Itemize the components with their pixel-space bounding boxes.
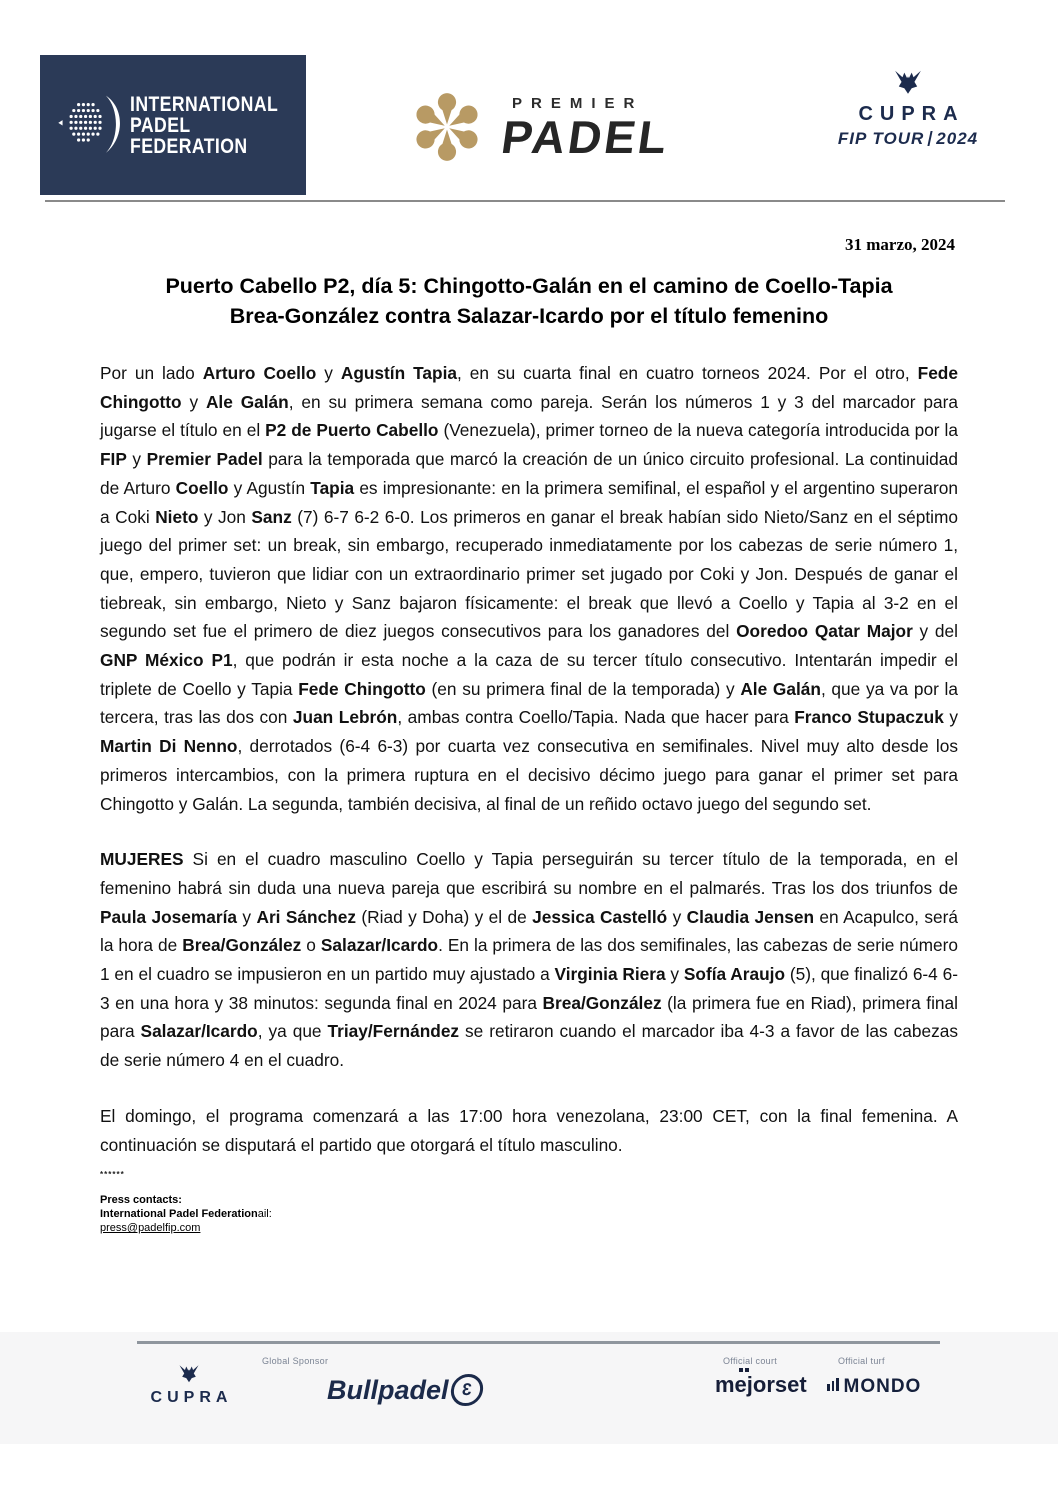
footer-cupra-logo — [139, 1360, 239, 1407]
ipf-logo — [40, 55, 306, 195]
footer-divider — [137, 1341, 940, 1344]
ipf-line-3: FEDERATION — [129, 134, 248, 158]
page-title — [0, 271, 1058, 331]
ipf-ball-icon — [54, 65, 124, 185]
header — [0, 0, 1058, 205]
mondo-wordmark: MONDO — [843, 1376, 922, 1397]
mondo-bars-icon — [827, 1378, 841, 1396]
paragraph-men: Por un lado Arturo Coello y Agustín Tapia, en su cuarta final en cuatro torneos 2024. Por el otro, Fede Chingotto y Ale Galán, en su primera semana como pareja. Serán los números 1 y 3 del marcador para jugarse el título en el P2 de Puerto Cabello (Venezuela), primer torneo de la nueva categoría introducida por la FIP y Premier Padel para la temporada que marcó la creación de un único circuito profesional. La continuidad de Arturo Coello y Agustín Tapia es impresionante: en la primera semifinal, el español y el argentino superaron a Coki Nieto y Jon Sanz (7) 6-7 6-2 6-0. Los primeros en ganar el break habían sido Nieto/Sanz en el séptimo juego del primer set: un break, sin embargo, recuperado inmediatamente por los cabezas de serie número 1, que, empero, tuvieron que lidiar con un extraordinario primer set jugado por Coki y Jon. Después de ganar el tiebreak, sin embargo, Nieto y Sanz bajaron físicamente: el break que llevó a Coello y Tapia al 3-2 en el segundo set fue el primero de diez juegos consecutivos para los ganadores del Ooredoo Qatar Major y del GNP México P1, que podrán ir esta noche a la caza de su tercer título consecutivo. Intentarán impedir el triplete de Coello y Tapia Fede Chingotto (en su primera final de la temporada) y Ale Galán, que ya va por la tercera, tras las dos con Juan Lebrón, ambas contra Coello/Tapia. Nada que hacer para Franco Stupaczuk y Martin Di Nenno, derrotados (6-4 6-3) por cuarta vez consecutiva en semifinales. Nivel muy alto desde los primeros intercambios, con la primera ruptura en el decisivo décimo juego para ganar el primer set para Chingotto y Galán. La segunda, también decisiva, al final de un reñido octavo juego del segundo set. — [100, 363, 959, 814]
sponsor-footer — [0, 1332, 1058, 1444]
footer-cupra-wordmark: CUPRA — [150, 1389, 233, 1406]
official-turf-label: Official turf — [838, 1356, 885, 1366]
official-court-label: Official court — [723, 1356, 778, 1366]
press-contacts — [100, 1193, 958, 1235]
premier-label: PREMIER — [512, 94, 644, 112]
ipf-line-2: PADEL — [129, 113, 191, 137]
press-org-suffix: ail: — [257, 1208, 272, 1221]
cupra-fip-tour-logo — [828, 64, 988, 149]
press-contacts-heading: Press contacts: — [100, 1194, 182, 1207]
fip-tour-divider — [928, 131, 933, 146]
header-divider — [45, 200, 1005, 202]
fip-tour-year: 2024 — [936, 129, 979, 148]
premier-padel-logo — [408, 88, 674, 166]
footnote-stars: ****** — [100, 1170, 125, 1180]
bullpadel-circle-icon: 3 — [449, 1374, 484, 1406]
mejorset-accent-icon — [739, 1368, 743, 1372]
paragraph-women: MUJERES Si en el cuadro masculino Coello y Tapia perseguirán su tercer título de la temporada, en el femenino habrá sin duda una nueva pareja que escribirá su nombre en el palmarés. Tras los dos triunfos de Paula Josemaría y Ari Sánchez (Riad y Doha) y el de Jessica Castelló y Claudia Jensen en Acapulco, será la hora de Brea/González o Salazar/Icardo. En la primera de las dos semifinales, las cabezas de serie número 1 en el cuadro se impusieron en un partido muy ajustado a Virginia Riera y Sofía Araujo (5), que finalizó 6-4 6-3 en una hora y 38 minutos: segunda final en 2024 para Brea/González (la primera fue en Riad), primera final para Salazar/Icardo, ya que Triay/Fernández se retiraron cuando el marcador iba 4-3 a favor de las cabezas de serie número 4 en el cuadro. — [100, 849, 959, 1071]
paragraph-schedule: El domingo, el programa comenzará a las 17:00 hora venezolana, 23:00 CET, con la final femenina. A continuación se disputará el partido que otorgará el título masculino. — [100, 1105, 958, 1155]
title-line-2: Brea-González contra Salazar-Icardo por el título femenino — [229, 304, 829, 328]
bullpadel-logo — [327, 1374, 483, 1406]
cupra-bull-icon — [885, 64, 931, 96]
fip-tour-2024-label — [828, 129, 988, 149]
press-org-name: International Padel Federation — [100, 1208, 258, 1221]
ipf-line-1: INTERNATIONAL — [129, 92, 278, 116]
article-body — [100, 359, 958, 1235]
title-line-1: Puerto Cabello P2, día 5: Chingotto-Galán en el camino de Coello-Tapia — [165, 274, 893, 298]
press-contacts-org — [100, 1207, 958, 1221]
ipf-logo-text — [130, 94, 278, 157]
cupra-wordmark: CUPRA — [858, 103, 965, 125]
padel-label: PADEL — [498, 110, 674, 163]
premier-padel-wordmark — [498, 94, 674, 163]
bullpadel-wordmark: Bullpadel — [327, 1374, 449, 1405]
global-sponsor-label: Global Sponsor — [262, 1356, 329, 1366]
mondo-logo — [827, 1376, 921, 1398]
mejorset-logo — [715, 1372, 807, 1398]
premier-padel-flower-icon — [408, 88, 486, 166]
mejorset-wordmark: mejorset — [715, 1372, 807, 1397]
date: 31 marzo, 2024 — [844, 235, 955, 254]
press-email-link[interactable]: press@padelfip.com — [100, 1222, 201, 1235]
cupra-bull-icon — [172, 1360, 206, 1384]
fip-tour-text: FIP TOUR — [837, 129, 925, 148]
